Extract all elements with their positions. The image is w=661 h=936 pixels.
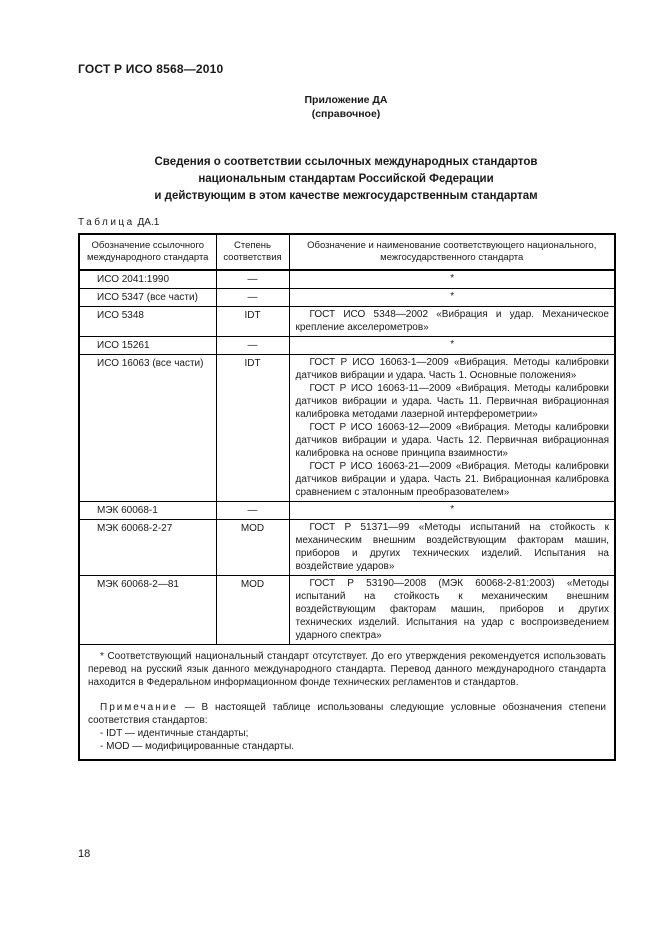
correspondence-cell: * bbox=[289, 289, 615, 307]
designation-cell: ИСО 5348 bbox=[79, 307, 216, 337]
document-code: ГОСТ Р ИСО 8568—2010 bbox=[78, 62, 224, 76]
standard-paragraph: ГОСТ Р ИСО 16063-1—2009 «Вибрация. Методы калибровки датчиков вибрации и удара. Часть 1. Основные положения» bbox=[295, 357, 609, 381]
degree-cell: IDT bbox=[216, 307, 289, 337]
degree-cell: IDT bbox=[216, 355, 289, 502]
table-row bbox=[79, 502, 615, 520]
designation-cell: МЭК 60068-2—81 bbox=[79, 576, 216, 645]
note-text: — В настоящей таблице использованы следующие условные обозначения степени соответствия стандартов: bbox=[88, 702, 607, 726]
standard-paragraph: ГОСТ Р ИСО 16063-12—2009 «Вибрация. Методы калибровки датчиков вибрации и удара. Часть 12. Первичная вибрационная калибровка на основе принципа взаимности» bbox=[295, 422, 609, 459]
designation-cell: МЭК 60068-1 bbox=[79, 502, 216, 520]
table-row bbox=[79, 576, 615, 645]
correspondence-cell bbox=[289, 307, 615, 337]
degree-cell: — bbox=[216, 289, 289, 307]
col-header-correspondence: Обозначение и наименование соответствующего национального, межгосударственного стандарта bbox=[289, 234, 615, 270]
note-item: - MOD — модифицированные стандарты. bbox=[100, 741, 295, 752]
correspondence-cell: * bbox=[289, 502, 615, 520]
designation-cell: ИСО 15261 bbox=[79, 337, 216, 355]
table-header-row bbox=[79, 234, 615, 270]
annex-heading bbox=[78, 93, 614, 121]
section-title-line: национальным стандартам Российской Федерации bbox=[198, 173, 494, 185]
note-item: - IDT — идентичные стандарты; bbox=[100, 728, 249, 739]
table-footnote-row bbox=[79, 645, 615, 761]
table-row bbox=[79, 355, 615, 502]
section-title-line: и действующим в этом качестве межгосударственным стандартам bbox=[154, 190, 538, 202]
note-paragraph bbox=[88, 701, 606, 727]
table-row bbox=[79, 307, 615, 337]
col-header-designation: Обозначение ссылочного международного стандарта bbox=[79, 234, 216, 270]
annex-title: Приложение ДА bbox=[304, 94, 388, 106]
correspondence-cell bbox=[289, 355, 615, 502]
table-footnote-cell bbox=[79, 645, 615, 761]
page-number: 18 bbox=[78, 848, 91, 860]
designation-cell: МЭК 60068-2-27 bbox=[79, 520, 216, 576]
standard-paragraph: ГОСТ Р ИСО 16063-11—2009 «Вибрация. Методы калибровки датчиков вибрации и удара. Часть 11. Первичная вибрационная калибровка методами лазерной интерферометрии» bbox=[295, 383, 609, 420]
table-row bbox=[79, 520, 615, 576]
section-title bbox=[78, 154, 614, 205]
correspondence-table bbox=[78, 233, 616, 761]
section-title-line: Сведения о соответствии ссылочных международных стандартов bbox=[154, 156, 538, 168]
designation-cell: ИСО 16063 (все части) bbox=[79, 355, 216, 502]
degree-cell: MOD bbox=[216, 520, 289, 576]
designation-cell: ИСО 2041:1990 bbox=[79, 270, 216, 289]
designation-cell: ИСО 5347 (все части) bbox=[79, 289, 216, 307]
standard-paragraph: ГОСТ ИСО 5348—2002 «Вибрация и удар. Механическое крепление акселерометров» bbox=[295, 309, 609, 333]
standard-paragraph: ГОСТ Р 51371—99 «Методы испытаний на стойкость к механическим внешним воздействующим факторам машин, приборов и других технических изделий. Испытания на воздействие ударов» bbox=[295, 522, 609, 572]
table-row bbox=[79, 337, 615, 355]
annex-subtitle: (справочное) bbox=[311, 108, 381, 120]
degree-cell: — bbox=[216, 337, 289, 355]
table-row bbox=[79, 289, 615, 307]
table-caption-word: Таблица bbox=[78, 217, 135, 228]
col-header-degree: Степень соответствия bbox=[216, 234, 289, 270]
table-footnote: * Соответствующий национальный стандарт отсутствует. До его утверждения рекомендуется использовать перевод на русский язык данного международного стандарта. Перевод данного международного стандарта находится в Федеральном информационном фонде технических регламентов и стандартов. bbox=[88, 651, 606, 688]
note-label: Примечание bbox=[100, 702, 178, 713]
correspondence-cell: * bbox=[289, 337, 615, 355]
standard-paragraph: ГОСТ Р ИСО 16063-21—2009 «Вибрация. Методы калибровки датчиков вибрации и удара. Часть 21. Вибрационная калибровка сравнением с эталонным преобразователем» bbox=[295, 461, 609, 498]
correspondence-cell bbox=[289, 576, 615, 645]
table-caption bbox=[78, 217, 614, 228]
correspondence-cell bbox=[289, 520, 615, 576]
standard-paragraph: ГОСТ Р 53190—2008 (МЭК 60068-2-81:2003) «Методы испытаний на стойкость к механическим внешним воздействующим факторам машин, приборов и других технических изделий. Испытания на удар с воспроизведением ударного спектра» bbox=[295, 578, 609, 641]
table-caption-number: ДА.1 bbox=[137, 217, 160, 228]
table-row bbox=[79, 270, 615, 289]
degree-cell: — bbox=[216, 502, 289, 520]
correspondence-cell: * bbox=[289, 270, 615, 289]
degree-cell: MOD bbox=[216, 576, 289, 645]
degree-cell: — bbox=[216, 270, 289, 289]
